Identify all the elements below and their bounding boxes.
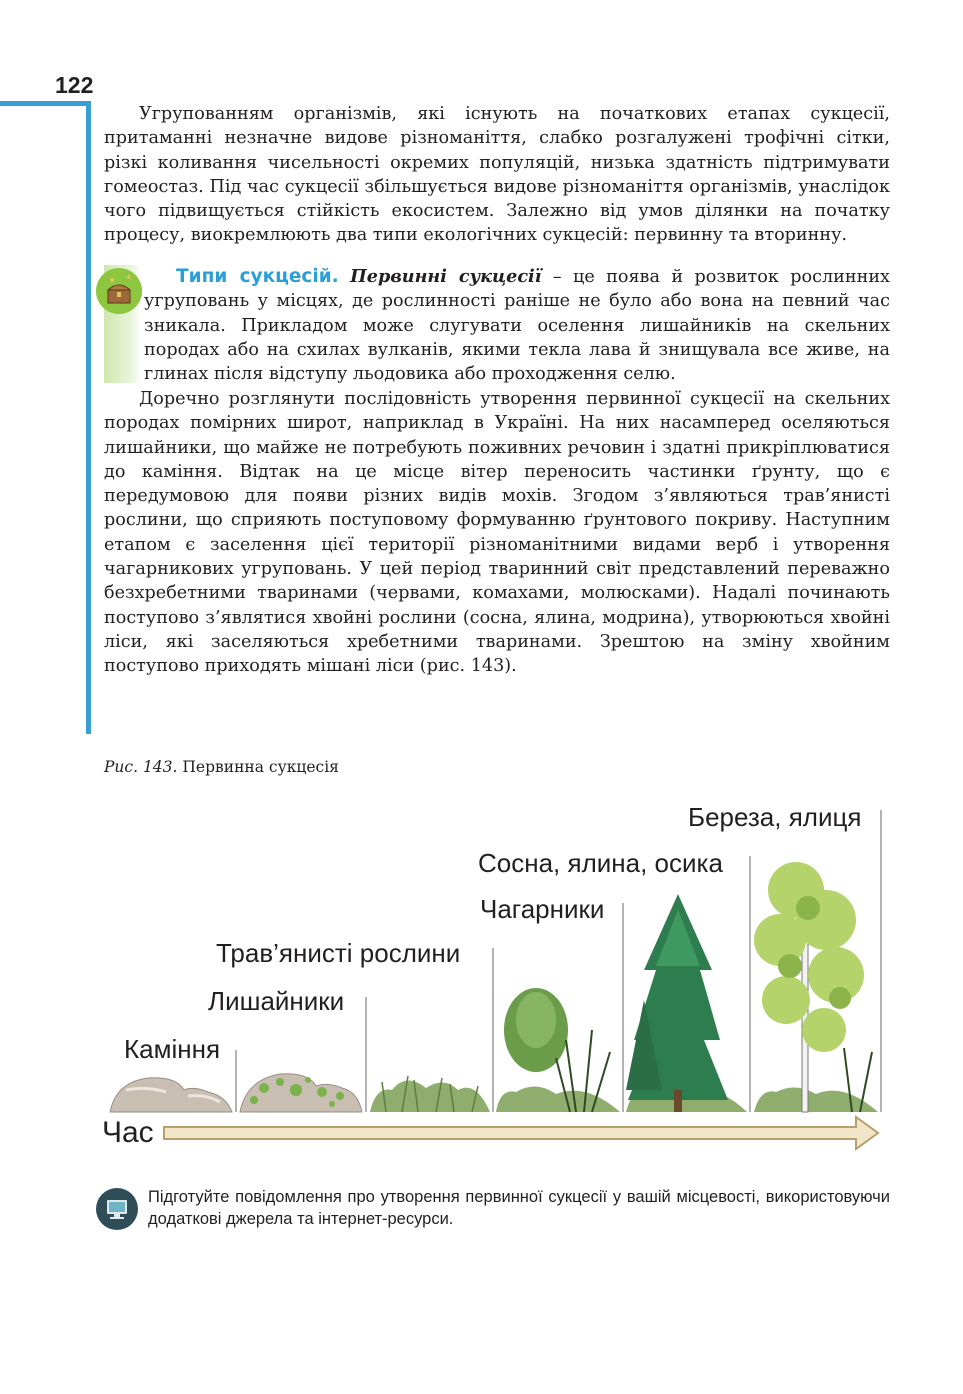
task-block — [96, 1186, 892, 1236]
section-heading: Типи сукцесій. — [176, 266, 339, 287]
treasure-chest-icon — [96, 268, 142, 314]
stage-label-lichens: Лишайники — [208, 986, 345, 1016]
stage-label-grass: Трав’янисті рослини — [216, 938, 461, 968]
shrubs-illustration — [496, 988, 620, 1112]
figure-caption — [104, 758, 339, 776]
task-text: Підготуйте повідомлення про утворення первинної сукцесії у вашій місцевості, використовуючи додаткові джерела та інтернет-ресурси. — [148, 1188, 890, 1228]
time-label: Час — [102, 1116, 154, 1149]
time-arrow — [164, 1117, 878, 1149]
figure-number: Рис. 143. — [104, 758, 178, 776]
stage-label-birch: Береза, ялиця — [688, 802, 862, 832]
intro-paragraph: Угрупованням організмів, які існують на початкових етапах сукцесії, притаманні незначне видове різноманіття, слабко розгалужені трофічні сітки, різкі коливання чисельності окремих популяцій, низька здатність підтримувати гомеостаз. Під час сукцесії збільшується видове різноманіття організмів, унаслідок чого підвищується стійкість екосистем. Залежно від умов ділянки на початку процесу, виокремлюють два типи екологічних сукцесій: первинну та вторинну. — [104, 104, 890, 246]
succession-figure — [96, 790, 896, 1160]
section-term: Первинні сукцесії — [350, 266, 542, 287]
margin-bar-left — [86, 101, 91, 734]
section-types-of-succession — [104, 265, 890, 386]
lichens-illustration — [240, 1074, 362, 1112]
page-number: 122 — [55, 72, 94, 98]
figure-title: Первинна сукцесія — [177, 758, 339, 776]
computer-icon — [96, 1188, 138, 1230]
succession-illustration — [96, 790, 896, 1160]
main-paragraph: Доречно розглянути послідовність утворення первинної сукцесії на скельних породах помірних широт, наприклад в Україні. На них насамперед оселяються лишайники, що майже не потребують поживних речовин і здатні прикріплюватися до каміння. Відтак на це місце вітер переносить частинки ґрунту, що є передумовою для появи різних видів мохів. Згодом з’являються трав’янисті рослини, що сприяють поступовому формуванню ґрунтового покриву. Наступним етапом є заселення цієї території різноманітними видами верб і утворення чагарникових угруповань. У цей період тваринний світ представлений переважно безхребетними тваринами (червами, комахами, молюсками). Надалі починають поступово з’являтися хвойні рослини (сосна, ялина, модрина), утворюються хвойні ліси, які заселяються хребетними тваринами. Зрештою на зміну хвойним поступово приходять мішані ліси (рис. 143). — [104, 389, 890, 677]
grass-illustration — [370, 1076, 490, 1112]
stage-label-shrubs: Чагарники — [480, 894, 605, 924]
stage-label-stones: Каміння — [124, 1034, 221, 1064]
stones-illustration — [110, 1078, 232, 1112]
birch-illustration — [754, 862, 878, 1112]
margin-bar-top — [0, 101, 91, 106]
section-body: – це поява й розвиток рослинних угруповань у місцях, де рослинності раніше не було або вона на певний час зникала. Прикладом може слугувати оселення лишайників на скельних породах або на схилах вулканів, якими текла лава й знищувала все живе, на глинах після відступу льодовика або проходження селю. — [144, 267, 890, 385]
intro-text — [104, 102, 890, 248]
conifers-illustration — [626, 894, 747, 1112]
section-paragraph — [144, 265, 890, 386]
stage-label-conifers: Сосна, ялина, осика — [478, 848, 723, 878]
